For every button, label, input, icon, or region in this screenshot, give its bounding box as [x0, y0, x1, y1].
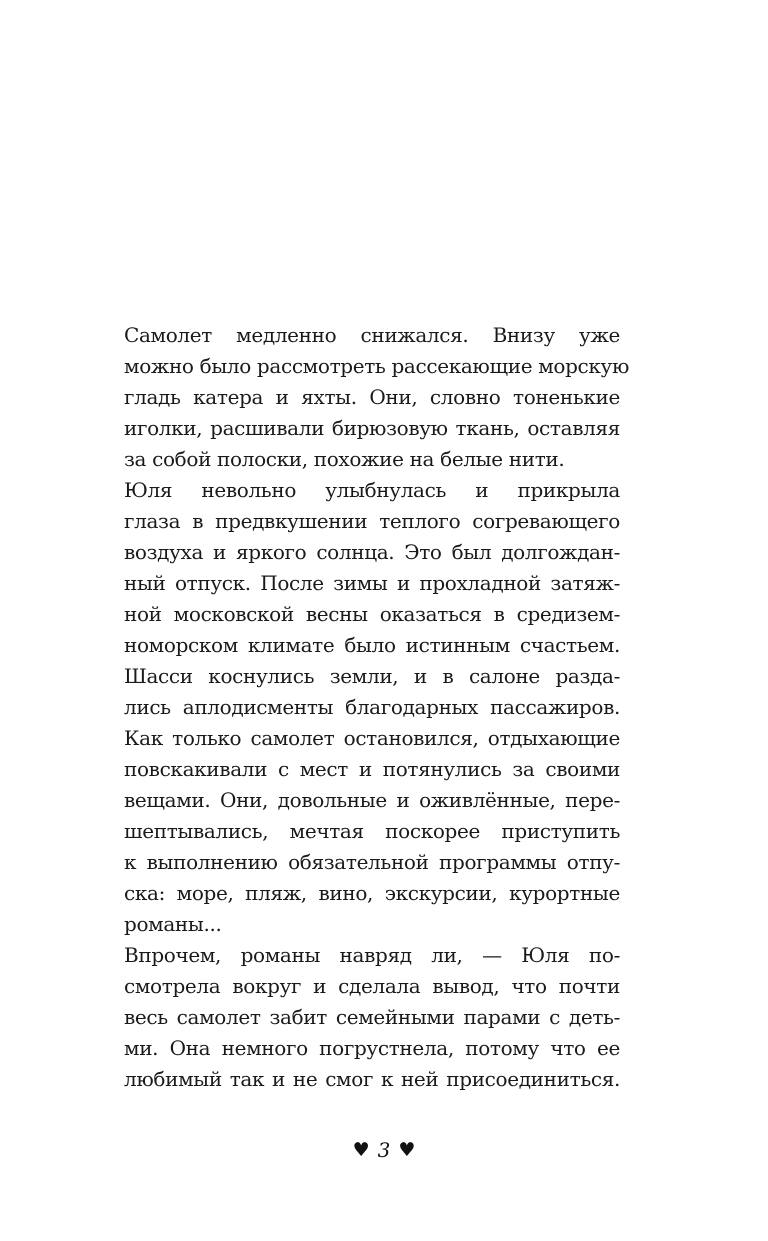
text-line — [124, 351, 630, 382]
text-line-content: к выполнению обязательной программы отпу- — [124, 850, 620, 874]
text-line — [124, 1002, 620, 1033]
text-line — [124, 382, 620, 413]
heart-icon: ♥ — [398, 1139, 416, 1161]
text-line-content: ный отпуск. После зимы и прохладной затяж- — [124, 571, 620, 595]
text-line-content: ска: море, пляж, вино, экскурсии, курортные — [124, 881, 620, 905]
page-text-block — [124, 320, 630, 1095]
text-line — [124, 320, 620, 351]
text-line-content: Как только самолет остановился, отдыхающие — [124, 726, 620, 750]
text-line-content: Самолет медленно снижался. Внизу уже — [124, 323, 620, 347]
text-line-content: Впрочем, романы навряд ли, — Юля по- — [124, 943, 620, 967]
text-line — [124, 630, 620, 661]
text-line-content: любимый так и не смог к ней присоединиться. — [124, 1067, 620, 1091]
paragraph-4 — [124, 940, 620, 1095]
text-line-content: повскакивали с мест и потянулись за своими — [124, 757, 620, 781]
text-line-content: ми. Она немного погрустнела, потому что ее — [124, 1036, 620, 1060]
paragraph-2 — [124, 475, 620, 661]
text-line-content: номорском климате было истинным счастьем. — [124, 633, 620, 657]
text-line — [124, 599, 620, 630]
text-line — [124, 537, 620, 568]
text-line-content: иголки, расшивали бирюзовую ткань, оставляя — [124, 416, 620, 440]
text-line — [124, 878, 620, 909]
heart-icon: ♥ — [352, 1139, 370, 1161]
paragraph-1 — [124, 320, 630, 475]
text-line-content: можно было рассмотреть рассекающие морскую — [124, 354, 630, 378]
text-line — [124, 475, 620, 506]
text-line — [124, 692, 620, 723]
text-line — [124, 971, 620, 1002]
text-line-content: ной московской весны оказаться в средизем- — [124, 602, 620, 626]
text-line — [124, 909, 620, 940]
text-line — [124, 444, 620, 475]
page-number: 3 — [377, 1138, 391, 1162]
text-line — [124, 785, 620, 816]
text-line-content: весь самолет забит семейными парами с деть- — [124, 1005, 620, 1029]
text-line — [124, 940, 620, 971]
text-line-content: шептывались, мечтая поскорее приступить — [124, 819, 620, 843]
paragraph-3 — [124, 661, 620, 940]
text-line-content: смотрела вокруг и сделала вывод, что почти — [124, 974, 620, 998]
text-line-content: лись аплодисменты благодарных пассажиров. — [124, 695, 620, 719]
text-line — [124, 1033, 620, 1064]
text-line-content: за собой полоски, похожие на белые нити. — [124, 447, 565, 471]
text-line — [124, 816, 620, 847]
text-line — [124, 847, 620, 878]
text-line-content: Юля невольно улыбнулась и прикрыла — [124, 478, 620, 502]
text-line-content: воздуха и яркого солнца. Это был долгождан- — [124, 540, 620, 564]
text-line — [124, 1064, 620, 1095]
page-footer-folio — [0, 1138, 768, 1162]
text-line — [124, 506, 620, 537]
text-line-content: глаза в предвкушении теплого согревающего — [124, 509, 620, 533]
text-line — [124, 568, 620, 599]
text-line — [124, 723, 620, 754]
text-line-content: вещами. Они, довольные и оживлённые, пере- — [124, 788, 620, 812]
text-line — [124, 661, 620, 692]
text-line-content: гладь катера и яхты. Они, словно тоненькие — [124, 385, 620, 409]
text-line — [124, 754, 620, 785]
text-line-content: романы... — [124, 912, 222, 936]
text-line — [124, 413, 620, 444]
text-line-content: Шасси коснулись земли, и в салоне разда- — [124, 664, 620, 688]
